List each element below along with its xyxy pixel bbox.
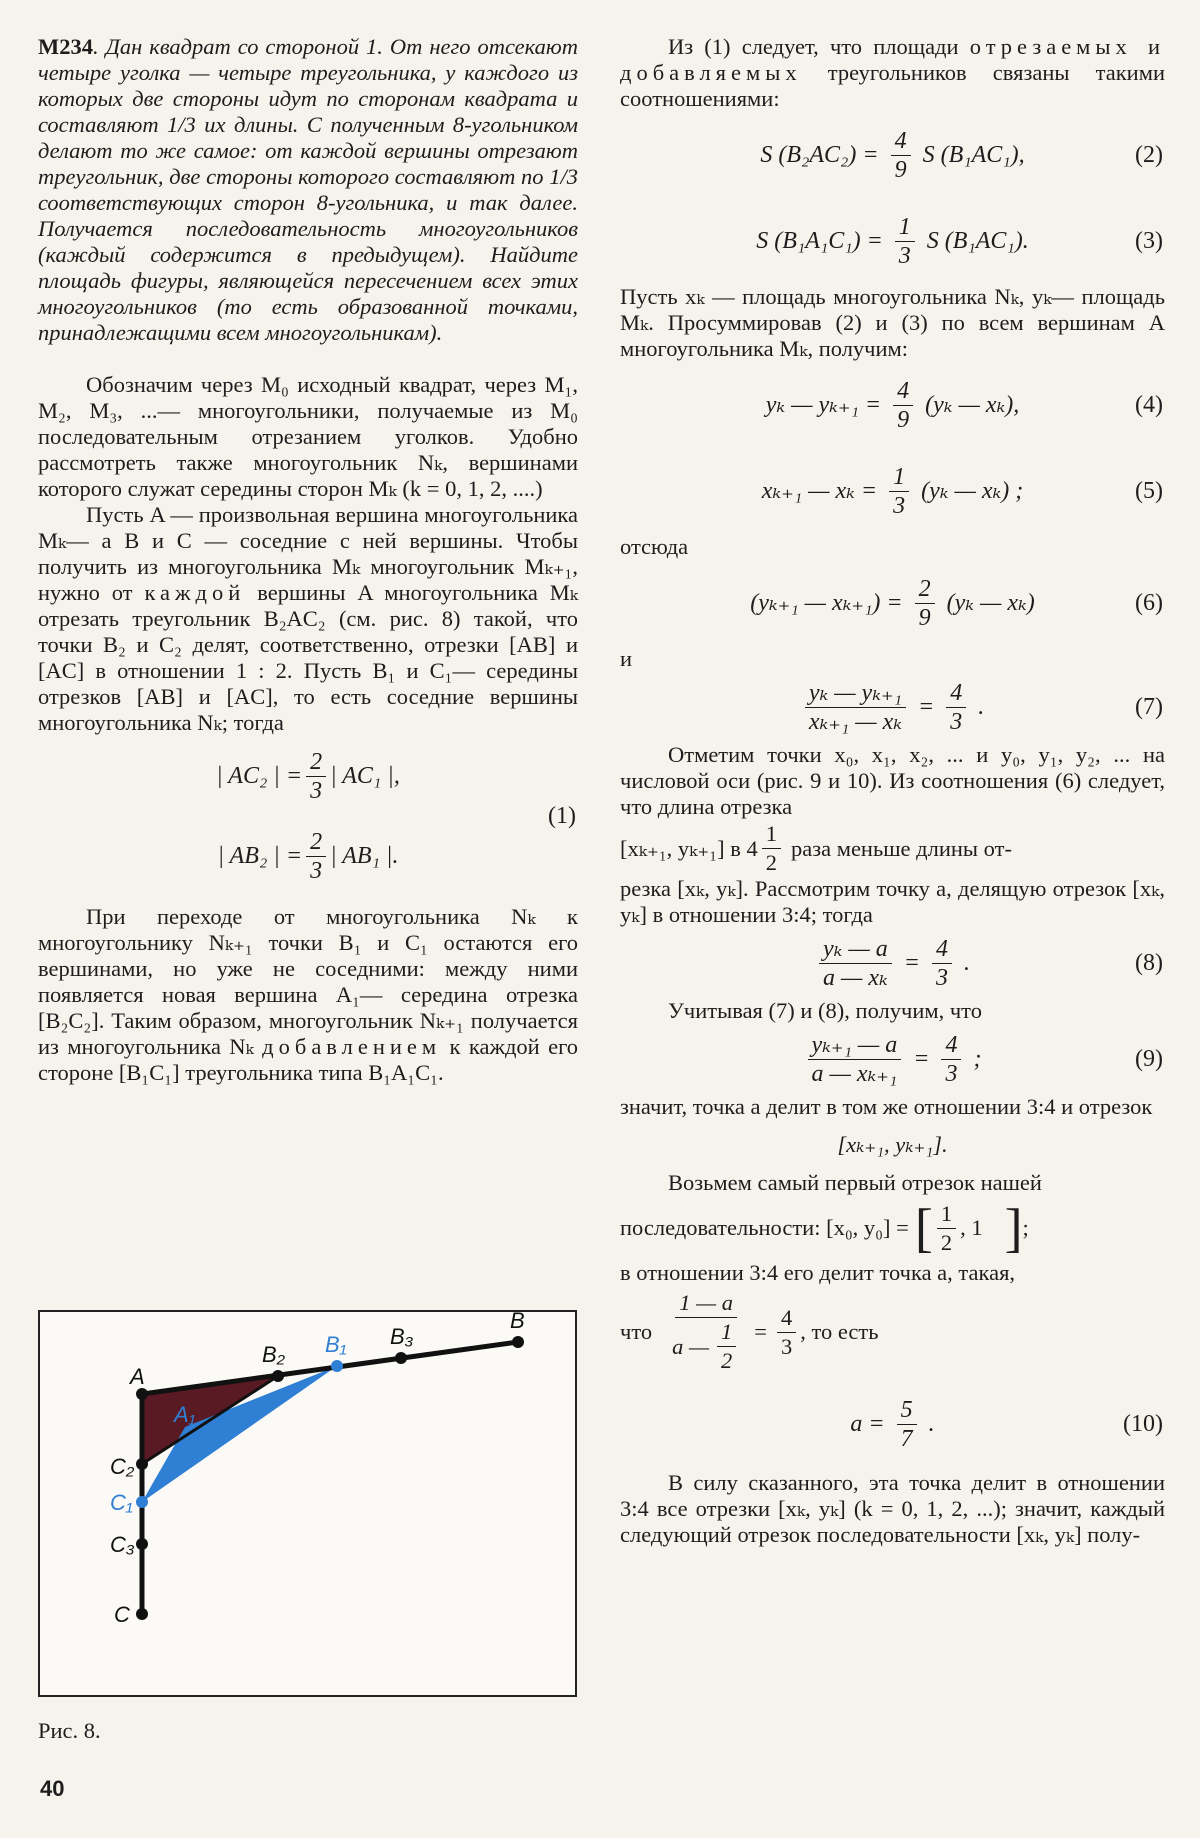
label-b: B xyxy=(510,1312,525,1333)
text-run: , то есть xyxy=(800,1319,879,1344)
paragraph: Пусть xₖ — площадь многоугольника Nₖ, yₖ— площадь Mₖ. Просуммировав (2) и (3) по всем вершинам A многоугольника Mₖ, получим: xyxy=(620,284,1165,361)
eq-right: (yₖ — xₖ), xyxy=(925,392,1020,418)
bracket-open: [ xyxy=(914,1198,933,1258)
spaced-word: отрезаемых и добавляемых xyxy=(620,34,1166,85)
frac-den: 3 xyxy=(310,857,323,884)
point-b3 xyxy=(395,1352,407,1364)
equation-number: (9) xyxy=(1135,1046,1163,1072)
frac-den: 7 xyxy=(900,1425,913,1452)
label-b2: B₂ xyxy=(262,1342,286,1367)
eq-left: (yₖ₊₁ — xₖ₊₁) = xyxy=(750,590,903,616)
equation-6 xyxy=(620,560,1165,646)
figure-8 xyxy=(38,1310,577,1697)
label-c2: C₂ xyxy=(110,1454,135,1479)
paragraph: Отметим точки x₀, x₁, x₂, ... и y₀, y₁, y₂, ... на числовой оси (рис. 9 и 10). Из соотношения (6) следует, что длина отрезка xyxy=(620,742,1165,819)
frac-num: 1 xyxy=(895,213,915,242)
eq-left: yₖ — yₖ₊₁ = xyxy=(765,392,882,418)
frac-num: 1 xyxy=(717,1318,736,1347)
point-a xyxy=(136,1388,148,1400)
fraction xyxy=(808,1031,902,1088)
paragraph: Обозначим через M₀ исходный квадрат, через M₁, M₂, M₃, ...— многоугольники, получаемые из M₀ последовательным отрезанием уголков. Удобно рассмотреть также многоугольник Nₖ, вершинами которого служат середины сторон Mₖ (k = 0, 1, 2, ....) xyxy=(38,372,578,501)
text-run: последовательности: [x₀, y₀] = xyxy=(620,1215,909,1240)
frac-den: 3 xyxy=(950,708,963,735)
spaced-word: каждой xyxy=(144,580,246,605)
fraction xyxy=(895,213,915,270)
fraction xyxy=(915,575,935,632)
fraction xyxy=(306,748,326,805)
inline-ratio-line xyxy=(620,1286,1165,1378)
eq-left: S (B₂AC₂) = xyxy=(760,142,879,168)
eq-sign: = xyxy=(903,950,920,976)
equation-number: (4) xyxy=(1135,392,1163,418)
frac-den: 2 xyxy=(940,1229,953,1255)
text-run: что xyxy=(620,1319,653,1344)
fraction xyxy=(941,1031,961,1088)
fraction xyxy=(897,1396,917,1453)
problem-text: . Дан квадрат со стороной 1. От него отсекают четыре уголка — четыре треугольника, у каждого из которых две стороны идут по сторонам квадрата и составляют 1/3 их длины. С полученным 8-угольником делают то же самое: от каждой вершины отрезают треугольник, две стороны которого составляют по 1/3 соответствующих сторон 8-угольника, и так далее. Получается последовательность многоугольников (каждый содержится в предыдущем). Найдите площадь фигуры, являющейся пересечением всех этих многоугольников (то есть образованной точками, принадлежащими всем многоугольникам). xyxy=(38,34,578,345)
paragraph: Учитывая (7) и (8), получим, что xyxy=(668,998,982,1023)
point-b2 xyxy=(272,1370,284,1382)
eq-right: (yₖ — xₖ) ; xyxy=(921,478,1024,504)
eq-left: a = xyxy=(850,1411,885,1437)
frac-num: 1 — a xyxy=(675,1289,737,1318)
eq-sign: = xyxy=(917,694,935,720)
text-run: Из (1) следует, что площади xyxy=(668,34,959,59)
text-run: вершины A многоугольника Mₖ отрезать треугольник B₂AC₂ (см. рис. 8) такой, что точки B₂ и C₂ делят, соответственно, отрезки [AB] и [AC] в отношении 1 : 2. Пусть B₁ и C₁— середины отрезков [AB] и [AC], то есть соседние вершины многоугольника Nₖ; тогда xyxy=(38,580,579,735)
paragraph: и xyxy=(620,646,633,671)
paragraph: резка [xₖ, yₖ]. Рассмотрим точку a, делящую отрезок [xₖ, yₖ] в отношении 3:4; тогда xyxy=(620,876,1165,927)
fraction xyxy=(889,463,909,520)
paragraph: Возьмем самый первый отрезок нашей xyxy=(668,1170,1042,1195)
paragraph: значит, точка a делит в том же отношении 3:4 и отрезок xyxy=(620,1094,1153,1119)
equation-number: (6) xyxy=(1135,590,1163,616)
paragraph: В силу сказанного, эта точка делит в отношении 3:4 все отрезки [xₖ, yₖ] (k = 0, 1, 2, ...); значит, каждый следующий отрезок последовательности [xₖ, yₖ] полу- xyxy=(620,1470,1165,1547)
eq-end: . xyxy=(978,694,985,720)
frac-den: xₖ₊₁ — xₖ xyxy=(808,708,902,735)
equation-1a xyxy=(38,736,578,816)
frac-num: yₖ — yₖ₊₁ xyxy=(805,679,906,708)
frac-den: 9 xyxy=(918,604,931,631)
frac-num: 5 xyxy=(897,1396,917,1425)
label-c: C xyxy=(114,1602,130,1627)
paragraph xyxy=(38,502,578,736)
equation-1b xyxy=(38,816,578,896)
frac-den: 3 xyxy=(310,777,323,804)
eq-right: S (B₁AC₁), xyxy=(922,142,1025,168)
frac-den: 3 xyxy=(935,964,948,991)
equation-number: (5) xyxy=(1135,478,1163,504)
frac-num: 1 xyxy=(937,1200,956,1229)
bracket-close: ] xyxy=(1004,1198,1023,1258)
eq-end: ; xyxy=(973,1046,982,1072)
frac-num: 2 xyxy=(306,748,326,777)
paragraph xyxy=(38,904,578,1086)
point-b xyxy=(512,1336,524,1348)
equation-number: (2) xyxy=(1135,142,1163,168)
equation-4 xyxy=(620,362,1165,448)
frac-den: 3 xyxy=(945,1060,958,1087)
spaced-word: добавлением xyxy=(262,1034,442,1059)
eq-left: | AB₂ | = xyxy=(217,843,303,869)
problem-number: М234 xyxy=(38,34,93,59)
fraction xyxy=(777,1304,796,1361)
frac-den: 2 xyxy=(721,1348,733,1373)
fraction xyxy=(668,1289,744,1375)
point-c3 xyxy=(136,1538,148,1550)
frac-num: 1 xyxy=(889,463,909,492)
left-column xyxy=(38,34,578,1086)
frac-num: 1 xyxy=(762,820,781,849)
text-run: При переходе от многоугольника Nₖ к многоугольнику Nₖ₊₁ точки B₁ и C₁ остаются его вершинами, но уже не соседними: между ними появляется новая вершина A₁— середина отрезка [B₂C₂]. Таким образом, многоугольник Nₖ₊₁ получается из многоугольника Nₖ xyxy=(38,904,578,1059)
frac-num: 2 xyxy=(306,828,326,857)
frac-num: 4 xyxy=(932,935,952,964)
frac-num: 4 xyxy=(946,679,966,708)
label-a: A xyxy=(130,1364,145,1389)
inline-bracket-line xyxy=(620,1196,1165,1260)
eq-right: (yₖ — xₖ) xyxy=(946,590,1035,616)
text-run: ; xyxy=(1022,1215,1029,1240)
equation-number: (7) xyxy=(1135,694,1163,720)
equation-2 xyxy=(620,112,1165,198)
label-c3: C₃ xyxy=(110,1532,135,1557)
frac-num: 4 xyxy=(777,1304,796,1333)
paragraph: в отношении 3:4 его делит точка a, такая, xyxy=(620,1260,1016,1285)
text-run: , 1 xyxy=(960,1215,983,1240)
label-b1: B₁ xyxy=(325,1332,347,1357)
fraction xyxy=(805,679,906,736)
figure-drawing xyxy=(40,1312,575,1695)
fraction xyxy=(937,1200,956,1257)
label-a1: A₁ xyxy=(174,1402,196,1427)
eq-right: S (B₁AC₁). xyxy=(926,228,1029,254)
frac-num: 4 xyxy=(941,1031,961,1060)
frac-den: a — xₖ xyxy=(823,964,888,991)
frac-den: 3 xyxy=(893,492,906,519)
fraction xyxy=(932,935,952,992)
equation-number: (10) xyxy=(1123,1411,1163,1437)
fraction xyxy=(306,828,326,885)
equation-10 xyxy=(620,1378,1165,1470)
eq-end: . xyxy=(963,950,970,976)
point-c1 xyxy=(136,1496,148,1508)
text-run: [xₖ₊₁, yₖ₊₁] в 4 xyxy=(620,835,758,861)
paragraph xyxy=(620,34,1165,112)
label-c1: C₁ xyxy=(110,1490,133,1515)
point-b1 xyxy=(331,1360,343,1372)
fraction xyxy=(891,127,911,184)
polygon-sides xyxy=(142,1342,518,1614)
inline-fraction-line xyxy=(620,820,1165,876)
equation-number: (8) xyxy=(1135,950,1163,976)
equation-number: (1) xyxy=(548,803,576,829)
segment-line: [xₖ₊₁, yₖ₊₁]. xyxy=(837,1132,948,1157)
equation-8 xyxy=(620,928,1165,998)
frac-den: 3 xyxy=(780,1333,793,1359)
text-run: к каждой его стороне [B₁C₁] треугольника типа B₁A₁C₁. xyxy=(38,1034,579,1085)
fraction xyxy=(717,1318,736,1375)
equation-7 xyxy=(620,672,1165,742)
frac-den: 9 xyxy=(894,156,907,183)
page-number: 40 xyxy=(40,1776,65,1801)
problem-statement xyxy=(38,34,578,346)
eq-sign: = xyxy=(754,1319,767,1344)
paragraph: отсюда xyxy=(620,534,689,559)
frac-num: 4 xyxy=(893,377,913,406)
frac-den-text: a — xyxy=(672,1333,709,1359)
frac-den: 9 xyxy=(897,406,910,433)
fraction xyxy=(762,820,781,877)
eq-right: | AC₁ |, xyxy=(330,763,400,789)
fraction xyxy=(946,679,966,736)
eq-end: . xyxy=(928,1411,935,1437)
label-b3: B₃ xyxy=(390,1324,414,1349)
frac-num: yₖ₊₁ — a xyxy=(808,1031,902,1060)
frac-den xyxy=(668,1318,744,1375)
equation-number: (3) xyxy=(1135,228,1163,254)
frac-num: 2 xyxy=(915,575,935,604)
point-c xyxy=(136,1608,148,1620)
eq-right: | AB₁ |. xyxy=(330,843,399,869)
fraction xyxy=(819,935,892,992)
figure-caption: Рис. 8. xyxy=(38,1718,101,1743)
text-run: раза меньше длины от- xyxy=(790,835,1012,861)
eq-left: | AC₂ | = xyxy=(216,763,303,789)
right-column xyxy=(620,34,1165,1548)
equation-5 xyxy=(620,448,1165,534)
frac-den: a — xₖ₊₁ xyxy=(811,1060,898,1087)
eq-sign: = xyxy=(913,1046,930,1072)
frac-den: 2 xyxy=(765,850,777,875)
frac-num: 4 xyxy=(891,127,911,156)
text-run: Пусть A — произвольная вершина многоугольника Mₖ— а B и C — соседние с ней вершины. Чтобы получить из многоугольника Mₖ многоугольник Mₖ₊₁, нужно от xyxy=(38,502,578,605)
fraction xyxy=(893,377,913,434)
text-run: треугольников связаны такими соотношениями: xyxy=(620,60,1165,111)
eq-left: S (B₁A₁C₁) = xyxy=(756,228,883,254)
frac-den: 3 xyxy=(898,242,911,269)
frac-num: yₖ — a xyxy=(819,935,892,964)
equation-1 xyxy=(38,736,578,896)
point-c2 xyxy=(136,1458,148,1470)
equation-9 xyxy=(620,1024,1165,1094)
eq-left: xₖ₊₁ — xₖ = xyxy=(761,478,878,504)
equation-3 xyxy=(620,198,1165,284)
